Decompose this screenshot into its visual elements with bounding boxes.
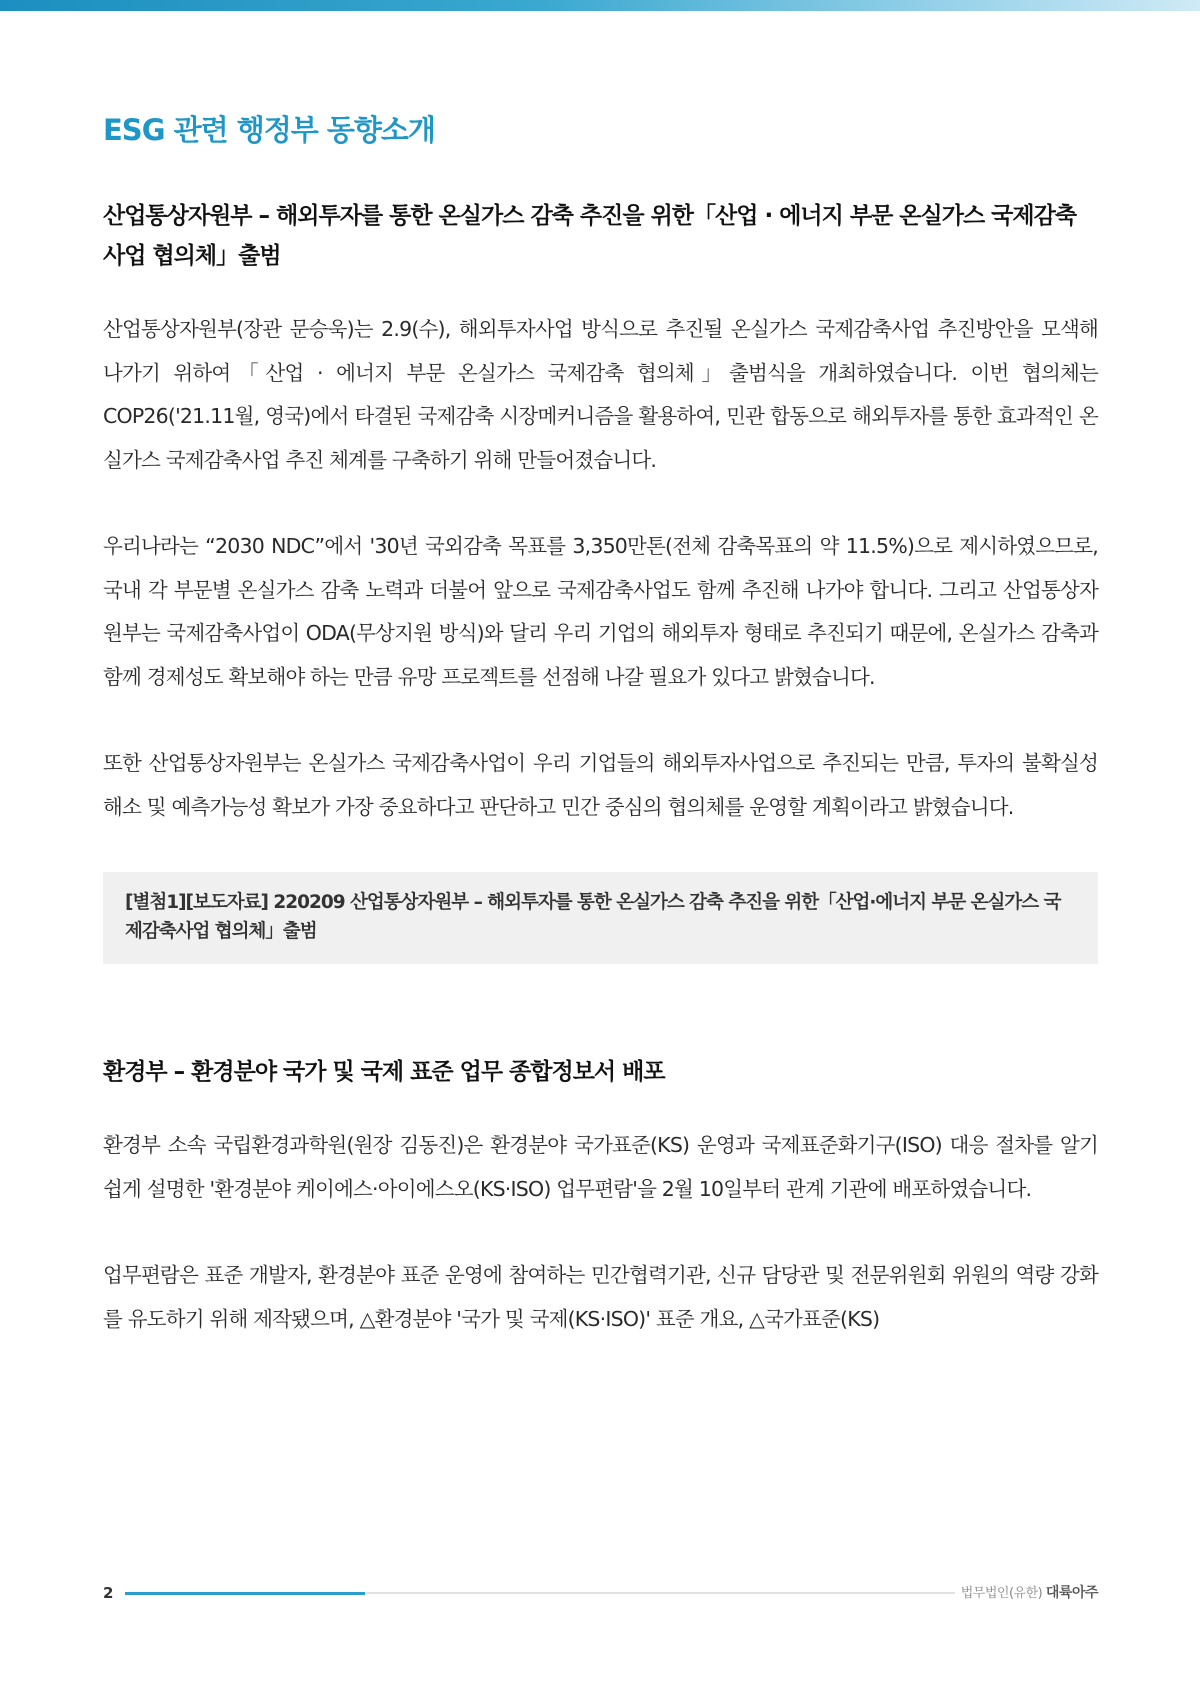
paragraph: 또한 산업통상자원부는 온실가스 국제감축사업이 우리 기업들의 해외투자사업으로 추진되는 만큼, 투자의 불확실성 해소 및 예측가능성 확보가 가장 중요하다고 판단하고 민간 중심의 협의체를 운영할 계획이라고 밝혔습니다. — [103, 751, 1098, 819]
paragraph: 우리나라는 “2030 NDC”에서 '30년 국외감축 목표를 3,350만톤(전체 감축목표의 약 11.5%)으로 제시하였으므로, 국내 각 부문별 온실가스 감축 노력과 더불어 앞으로 국제감축사업도 함께 추진해 나가야 합니다. 그리고 산업통상자원부는 국제감축사업이 ODA(무상지원 방식)와 달리 우리 기업의 해외투자 형태로 추진되기 때문에, 온실가스 감축과 함께 경제성도 확보해야 하는 만큼 유망 프로젝트를 선점해 나갈 필요가 있다고 밝혔습니다. — [103, 534, 1098, 689]
page-footer — [103, 1578, 1098, 1608]
paragraph: 업무편람은 표준 개발자, 환경분야 표준 운영에 참여하는 민간협력기관, 신규 담당관 및 전문위원회 위원의 역량 강화를 유도하기 위해 제작됐으며, △환경분야 '국가 및 국제(KS·ISO)' 표준 개요, △국가표준(KS) — [103, 1263, 1098, 1331]
footer-divider — [125, 1592, 955, 1594]
page-title: ESG 관련 행정부 동향소개 — [103, 113, 435, 147]
firm-logo — [961, 1578, 1098, 1609]
footer-divider-accent — [125, 1592, 365, 1595]
document-body — [103, 110, 1098, 1384]
section-motie — [103, 196, 1098, 964]
section-title: 산업통상자원부 – 해외투자를 통한 온실가스 감축 추진을 위한「산업 · 에너지 부문 온실가스 국제감축 사업 협의체」출범 — [103, 203, 1077, 269]
section-title: 환경부 – 환경분야 국가 및 국제 표준 업무 종합정보서 배포 — [103, 1059, 665, 1085]
firm-brand-name: 대륙아주 — [1045, 1585, 1098, 1601]
paragraph: 환경부 소속 국립환경과학원(원장 김동진)은 환경분야 국가표준(KS) 운영과 국제표준화기구(ISO) 대응 절차를 알기 쉽게 설명한 '환경분야 케이에스·아이에스오(KS·ISO) 업무편람'을 2월 10일부터 관계 기관에 배포하였습니다. — [103, 1133, 1098, 1201]
page-number: 2 — [103, 1584, 114, 1602]
firm-prefix: 법무법인(유한) — [960, 1586, 1043, 1601]
attachment-link-box[interactable]: [별첨1][보도자료] 220209 산업통상자원부 – 해외투자를 통한 온실가스 감축 추진을 위한「산업·에너지 부문 온실가스 국제감축사업 협의체」출범 — [103, 872, 1098, 964]
section-ministry-environment — [103, 1052, 1098, 1341]
paragraph: 산업통상자원부(장관 문승욱)는 2.9(수), 해외투자사업 방식으로 추진될 온실가스 국제감축사업 추진방안을 모색해 나가기 위하여「산업 · 에너지 부문 온실가스 국제감축 협의체」출범식을 개최하였습니다. 이번 협의체는 COP26('21.11월, 영국)에서 타결된 국제감축 시장메커니즘을 활용하여, 민관 합동으로 해외투자를 통한 효과적인 온실가스 국제감축사업 추진 체계를 구축하기 위해 만들어졌습니다. — [103, 317, 1098, 472]
top-accent-bar — [0, 0, 1200, 11]
